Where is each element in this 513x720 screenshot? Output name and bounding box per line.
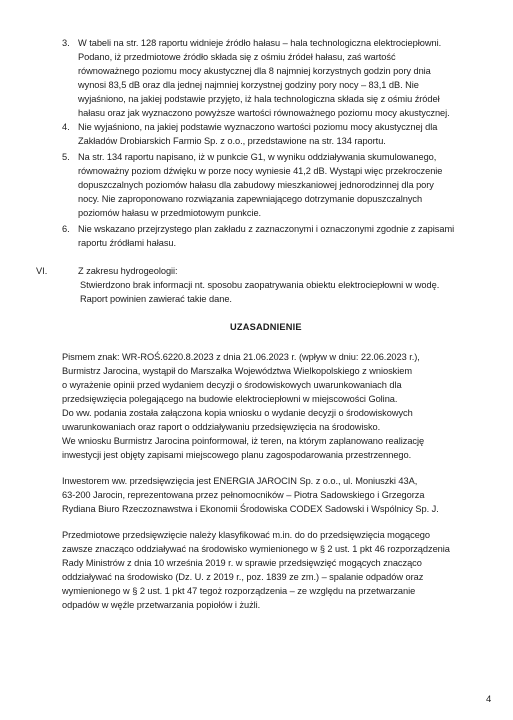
text-line: Nie wskazano przejrzystego plan zakładu z zaznaczonymi i oznaczonymi zgodnie z zapisami: [78, 224, 455, 234]
section-heading: UZASADNIENIE: [230, 322, 302, 332]
text-line: raportu źródłami hałasu.: [78, 238, 177, 248]
list-number: 6.: [62, 224, 70, 234]
text-line: uwarunkowaniach oraz raport o oddziaływaniu przedsięwzięcia na środowisko.: [62, 422, 381, 432]
text-line: przedsięwzięcia polegającego na budowie elektrociepłowni w miejscowości Golina.: [62, 394, 398, 404]
text-line: Przedmiotowe przedsięwzięcie należy klasyfikować m.in. do do przedsięwzięcia mogącego: [62, 530, 430, 540]
text-line: Zakładów Drobiarskich Farmio Sp. z o.o., przedstawione na str. 134 raportu.: [78, 136, 386, 146]
list-number: 5.: [62, 152, 70, 162]
text-line: Pismem znak: WR-ROŚ.6220.8.2023 z dnia 21.06.2023 r. (wpływ w dniu: 22.06.2023 r.),: [62, 352, 420, 362]
text-line: Nie wyjaśniono, na jakiej podstawie wyznaczono wartości poziomu mocy akustycznej dla: [78, 122, 438, 132]
text-line: hałasu oraz jak wyznaczono powyższe wartości równoważnego poziomu mocy akustycznej.: [78, 108, 450, 118]
section-numeral: VI.: [36, 266, 48, 276]
text-line: poziomów hałasu w przedmiotowym punkcie.: [78, 208, 262, 218]
text-line: Rady Ministrów z dnia 10 września 2019 r. w sprawie przedsięwzięć mogących znacząco: [62, 558, 422, 568]
list-number: 4.: [62, 122, 70, 132]
text-line: o wyrażenie opinii przed wydaniem decyzji o środowiskowych uwarunkowaniach dla: [62, 380, 402, 390]
text-line: oddziaływać na środowisko (Dz. U. z 2019 r., poz. 1839 ze zm.) – spalanie odpadów oraz: [62, 572, 424, 582]
text-line: dopuszczalnych poziomów hałasu dla zabudowy mieszkaniowej jednorodzinnej dla pory: [78, 180, 434, 190]
page-number: 4: [486, 694, 492, 705]
section-title: Z zakresu hydrogeologii:: [78, 266, 178, 276]
text-line: zawsze znacząco oddziaływać na środowisko wymienionego w § 2 ust. 1 pkt 46 rozporządzenia: [62, 544, 450, 554]
text-line: wymienionego w § 2 ust. 1 pkt 47 tegoż rozporządzenia – ze względu na przetwarzanie: [62, 586, 416, 596]
text-line: równoważny poziom dźwięku w porze nocy wyniesie 41,2 dB. Wystąpi więc przekroczenie: [78, 166, 443, 176]
text-line: Do ww. podania została załączona kopia wniosku o wydanie decyzji o środowiskowych: [62, 408, 413, 418]
text-line: odpadów w węźle przetwarzania popiołów i żużli.: [62, 600, 261, 610]
text-line: wynosi 83,5 dB oraz dla jednej najmniej korzystnej godziny pory nocy – 83,1 dB. Nie: [78, 80, 419, 90]
text-line: inwestycji jest objęty zapisami miejscowego planu zagospodarowania przestrzennego.: [62, 450, 412, 460]
text-line: W tabeli na str. 128 raportu widnieje źródło hałasu – hala technologiczna elektrociepłowni.: [78, 38, 442, 48]
text-line: 63-200 Jarocin, reprezentowana przez pełnomocników – Piotra Sadowskiego i Grzegorza: [62, 490, 425, 500]
text-line: nocy. Nie zaproponowano rozwiązania zapewniającego dotrzymanie dopuszczalnych: [78, 194, 423, 204]
text-line: Na str. 134 raportu napisano, iż w punkcie G1, w wyniku oddziaływania skumulowanego,: [78, 152, 437, 162]
text-line: We wniosku Burmistrz Jarocina poinformował, iż teren, na którym zaplanowano realizację: [62, 436, 425, 446]
text-line: Stwierdzono brak informacji nt. sposobu zaopatrywania obiektu elektrociepłowni w wodę.: [80, 280, 440, 290]
list-number: 3.: [62, 38, 70, 48]
text-line: Raport powinien zawierać takie dane.: [80, 294, 232, 304]
text-line: Podano, iż przedmiotowe źródło składa się z ośmiu źródeł hałasu, zaś wartość: [78, 52, 396, 62]
text-line: wyjaśniono, na jakiej podstawie przyjęto, iż hala technologiczna składa się z ośmiu źródeł: [78, 94, 440, 104]
text-line: równoważnego poziomu mocy akustycznej dla 8 najmniej korzystnych godzin pory dnia: [78, 66, 431, 76]
text-line: Rydiana Biuro Rzeczoznawstwa i Ekonomii Środowiska CODEX Sadowski i Wspólnicy Sp. J.: [62, 504, 439, 514]
text-line: Burmistrz Jarocina, wystąpił do Marszałka Województwa Wielkopolskiego z wnioskiem: [62, 366, 412, 376]
text-line: Inwestorem ww. przedsięwzięcia jest ENERGIA JAROCIN Sp. z o.o., ul. Moniuszki 43A,: [62, 476, 418, 486]
